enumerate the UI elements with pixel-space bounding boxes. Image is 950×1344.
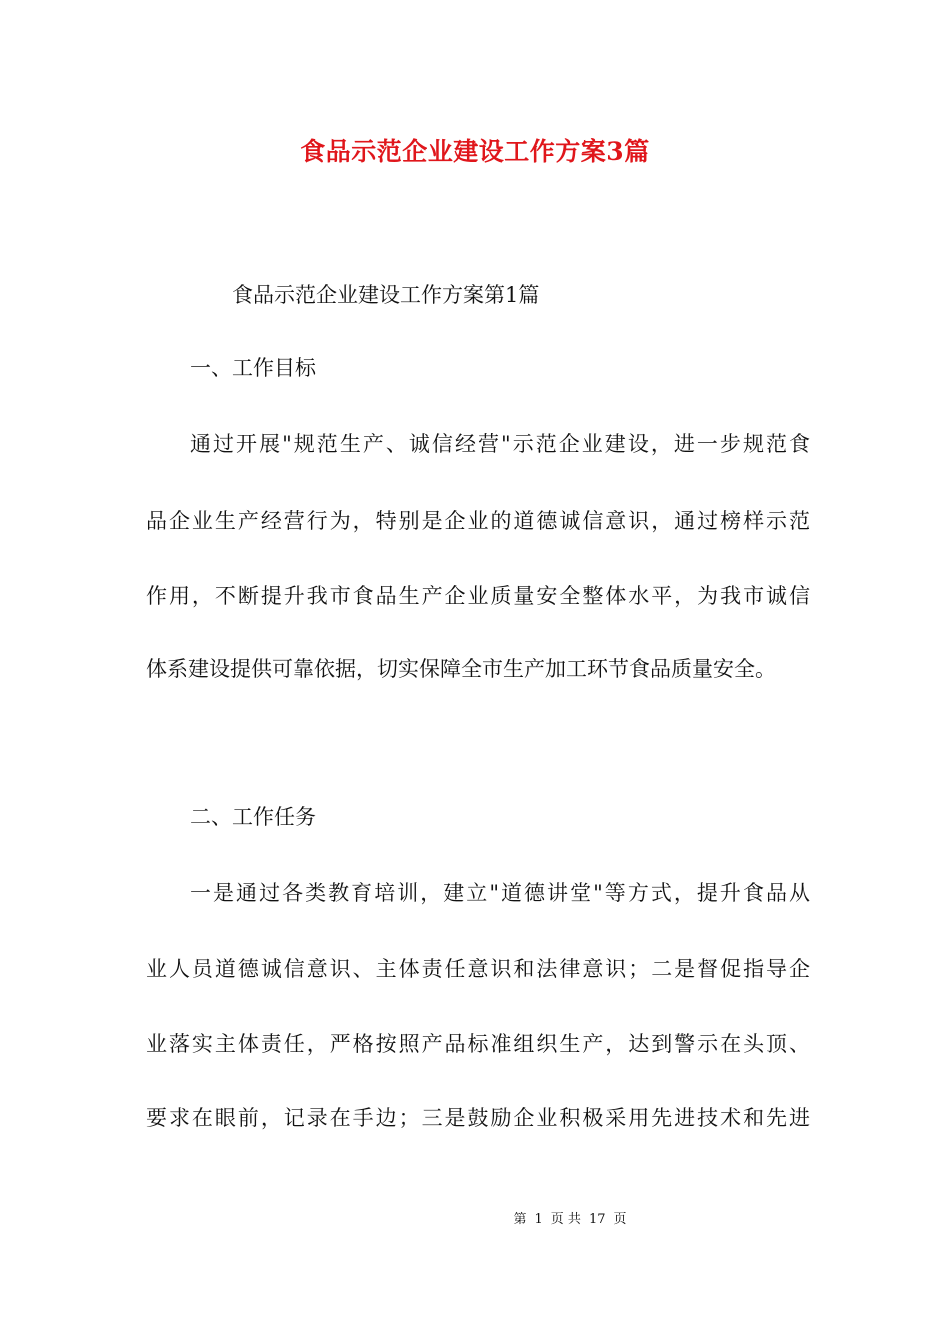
section-heading-tasks: 二、工作任务 bbox=[190, 805, 316, 829]
footer-total-pages: 17 bbox=[588, 1212, 606, 1227]
paragraph-line: 通过开展"规范生产、诚信经营"示范企业建设，进一步规范食 bbox=[190, 432, 810, 456]
page-footer bbox=[0, 1210, 950, 1230]
paragraph-line: 业人员道德诚信意识、主体责任意识和法律意识；二是督促指导企 bbox=[146, 957, 810, 981]
paragraph-line: 要求在眼前，记录在手边；三是鼓励企业积极采用先进技术和先进 bbox=[146, 1106, 810, 1130]
paragraph-line: 品企业生产经营行为，特别是企业的道德诚信意识，通过榜样示范 bbox=[146, 509, 810, 533]
section-heading-goals: 一、工作目标 bbox=[190, 356, 316, 380]
paragraph-line: 一是通过各类教育培训，建立"道德讲堂"等方式，提升食品从 bbox=[190, 881, 810, 905]
paragraph-line: 体系建设提供可靠依据，切实保障全市生产加工环节食品质量安全。 bbox=[146, 657, 776, 681]
paragraph-line: 业落实主体责任，严格按照产品标准组织生产，达到警示在头顶、 bbox=[146, 1032, 810, 1056]
footer-suffix: 页 bbox=[613, 1212, 627, 1227]
document-title: 食品示范企业建设工作方案3篇 bbox=[300, 137, 650, 166]
footer-page-number: 1 bbox=[534, 1212, 543, 1227]
paragraph-line: 作用，不断提升我市食品生产企业质量安全整体水平，为我市诚信 bbox=[146, 584, 810, 608]
footer-middle: 页 共 bbox=[550, 1212, 581, 1227]
footer-prefix: 第 bbox=[513, 1212, 527, 1227]
subtitle: 食品示范企业建设工作方案第1篇 bbox=[232, 283, 540, 307]
